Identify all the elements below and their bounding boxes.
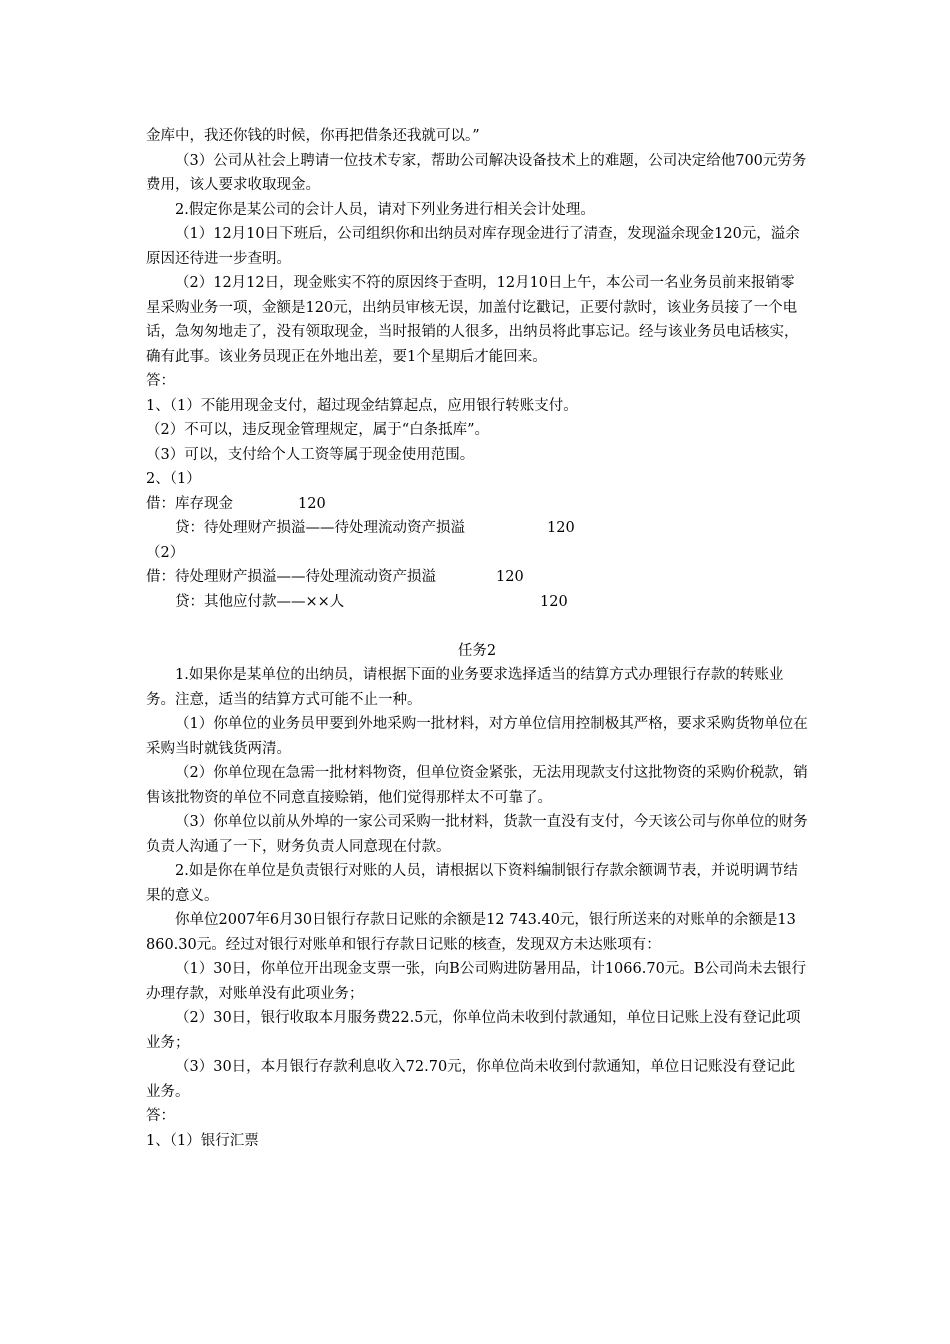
paragraph: （1）12月10日下班后，公司组织你和出纳员对库存现金进行了清查，发现溢余现金120元，溢余原因还待进一步查明。 xyxy=(146,226,800,267)
answer-line: 2、（1） xyxy=(146,471,201,487)
paragraph: 2.假定你是某公司的会计人员，请对下列业务进行相关会计处理。 xyxy=(175,201,595,218)
debit-amount: 120 xyxy=(298,495,326,512)
document-body xyxy=(146,124,808,1153)
paragraph: （1）30日，你单位开出现金支票一张，向B公司购进防暑用品，计1066.70元。B公司尚未去银行办理存款，对账单没有此项业务； xyxy=(146,961,806,1002)
answer-line: 1、（1）银行汇票 xyxy=(146,1132,259,1149)
paragraph: 2.如是你在单位是负责银行对账的人员，请根据以下资料编制银行存款余额调节表，并说明调节结果的意义。 xyxy=(146,863,798,904)
paragraph: 你单位2007年6月30日银行存款日记账的余额是12 743.40元，银行所送来的对账单的余额是13 860.30元。经过对银行对账单和银行存款日记账的核查，发现双方未达账项有： xyxy=(146,912,796,953)
credit-amount: 120 xyxy=(547,520,575,536)
paragraph: （3）30日，本月银行存款利息收入72.70元，你单位尚未收到付款通知，单位日记账没有登记此业务。 xyxy=(146,1059,796,1100)
section-title: 任务2 xyxy=(457,642,497,659)
paragraph: 1.如果你是某单位的出纳员，请根据下面的业务要求选择适当的结算方式办理银行存款的转账业务。注意，适当的结算方式可能不止一种。 xyxy=(146,667,784,708)
paragraph: （1）你单位的业务员甲要到外地采购一批材料，对方单位信用控制极其严格，要求采购货物单位在采购当时就钱货两清。 xyxy=(146,716,808,757)
paragraph: 金库中，我还你钱的时候，你再把借条还我就可以。” xyxy=(146,128,480,144)
debit-account: 借：库存现金 xyxy=(146,495,233,512)
journal-debit-line xyxy=(146,565,808,590)
credit-amount: 120 xyxy=(540,593,568,610)
paragraph: （2）30日，银行收取本月服务费22.5元，你单位尚未收到付款通知，单位日记账上没有登记此项业务； xyxy=(146,1010,801,1051)
credit-account: 贷：其他应付款——××人 xyxy=(175,593,345,610)
debit-amount: 120 xyxy=(496,569,524,585)
journal-credit-line xyxy=(146,590,808,615)
answer-line: （2）不可以，违反现金管理规定，属于“白条抵库”。 xyxy=(146,422,490,438)
answer-label: 答： xyxy=(146,1108,175,1124)
debit-account: 借：待处理财产损溢——待处理流动资产损溢 xyxy=(146,569,436,585)
answer-line: （2） xyxy=(146,544,185,561)
answer-label: 答： xyxy=(146,373,175,389)
paragraph: （2）你单位现在急需一批材料物资，但单位资金紧张，无法用现款支付这批物资的采购价税款，销售该批物资的单位不同意直接赊销，他们觉得那样太不可靠了。 xyxy=(146,765,808,806)
paragraph: （3）你单位以前从外埠的一家公司采购一批材料，货款一直没有支付，今天该公司与你单位的财务负责人沟通了一下，财务负责人同意现在付款。 xyxy=(146,814,808,855)
paragraph: （2）12月12日，现金账实不符的原因终于查明，12月10日上午，本公司一名业务员前来报销零星采购业务一项，金额是120元，出纳员审核无误，加盖付讫戳记，正要付款时，该业务员接了一个电话，急匆匆地走了，没有领取现金，当时报销的人很多，出纳员将此事忘记。经与该业务员电话核实，确有此事。该业务员现正在外地出差，要1个星期后才能回来。 xyxy=(146,275,799,365)
journal-debit-line xyxy=(146,492,808,517)
paragraph: （3）公司从社会上聘请一位技术专家，帮助公司解决设备技术上的难题，公司决定给他700元劳务费用，该人要求收取现金。 xyxy=(146,152,807,193)
answer-line: （3）可以，支付给个人工资等属于现金使用范围。 xyxy=(146,446,475,463)
journal-credit-line xyxy=(146,516,808,541)
answer-line: 1、（1）不能用现金支付，超过现金结算起点，应用银行转账支付。 xyxy=(146,397,578,414)
credit-account: 贷：待处理财产损溢——待处理流动资产损溢 xyxy=(175,520,465,536)
